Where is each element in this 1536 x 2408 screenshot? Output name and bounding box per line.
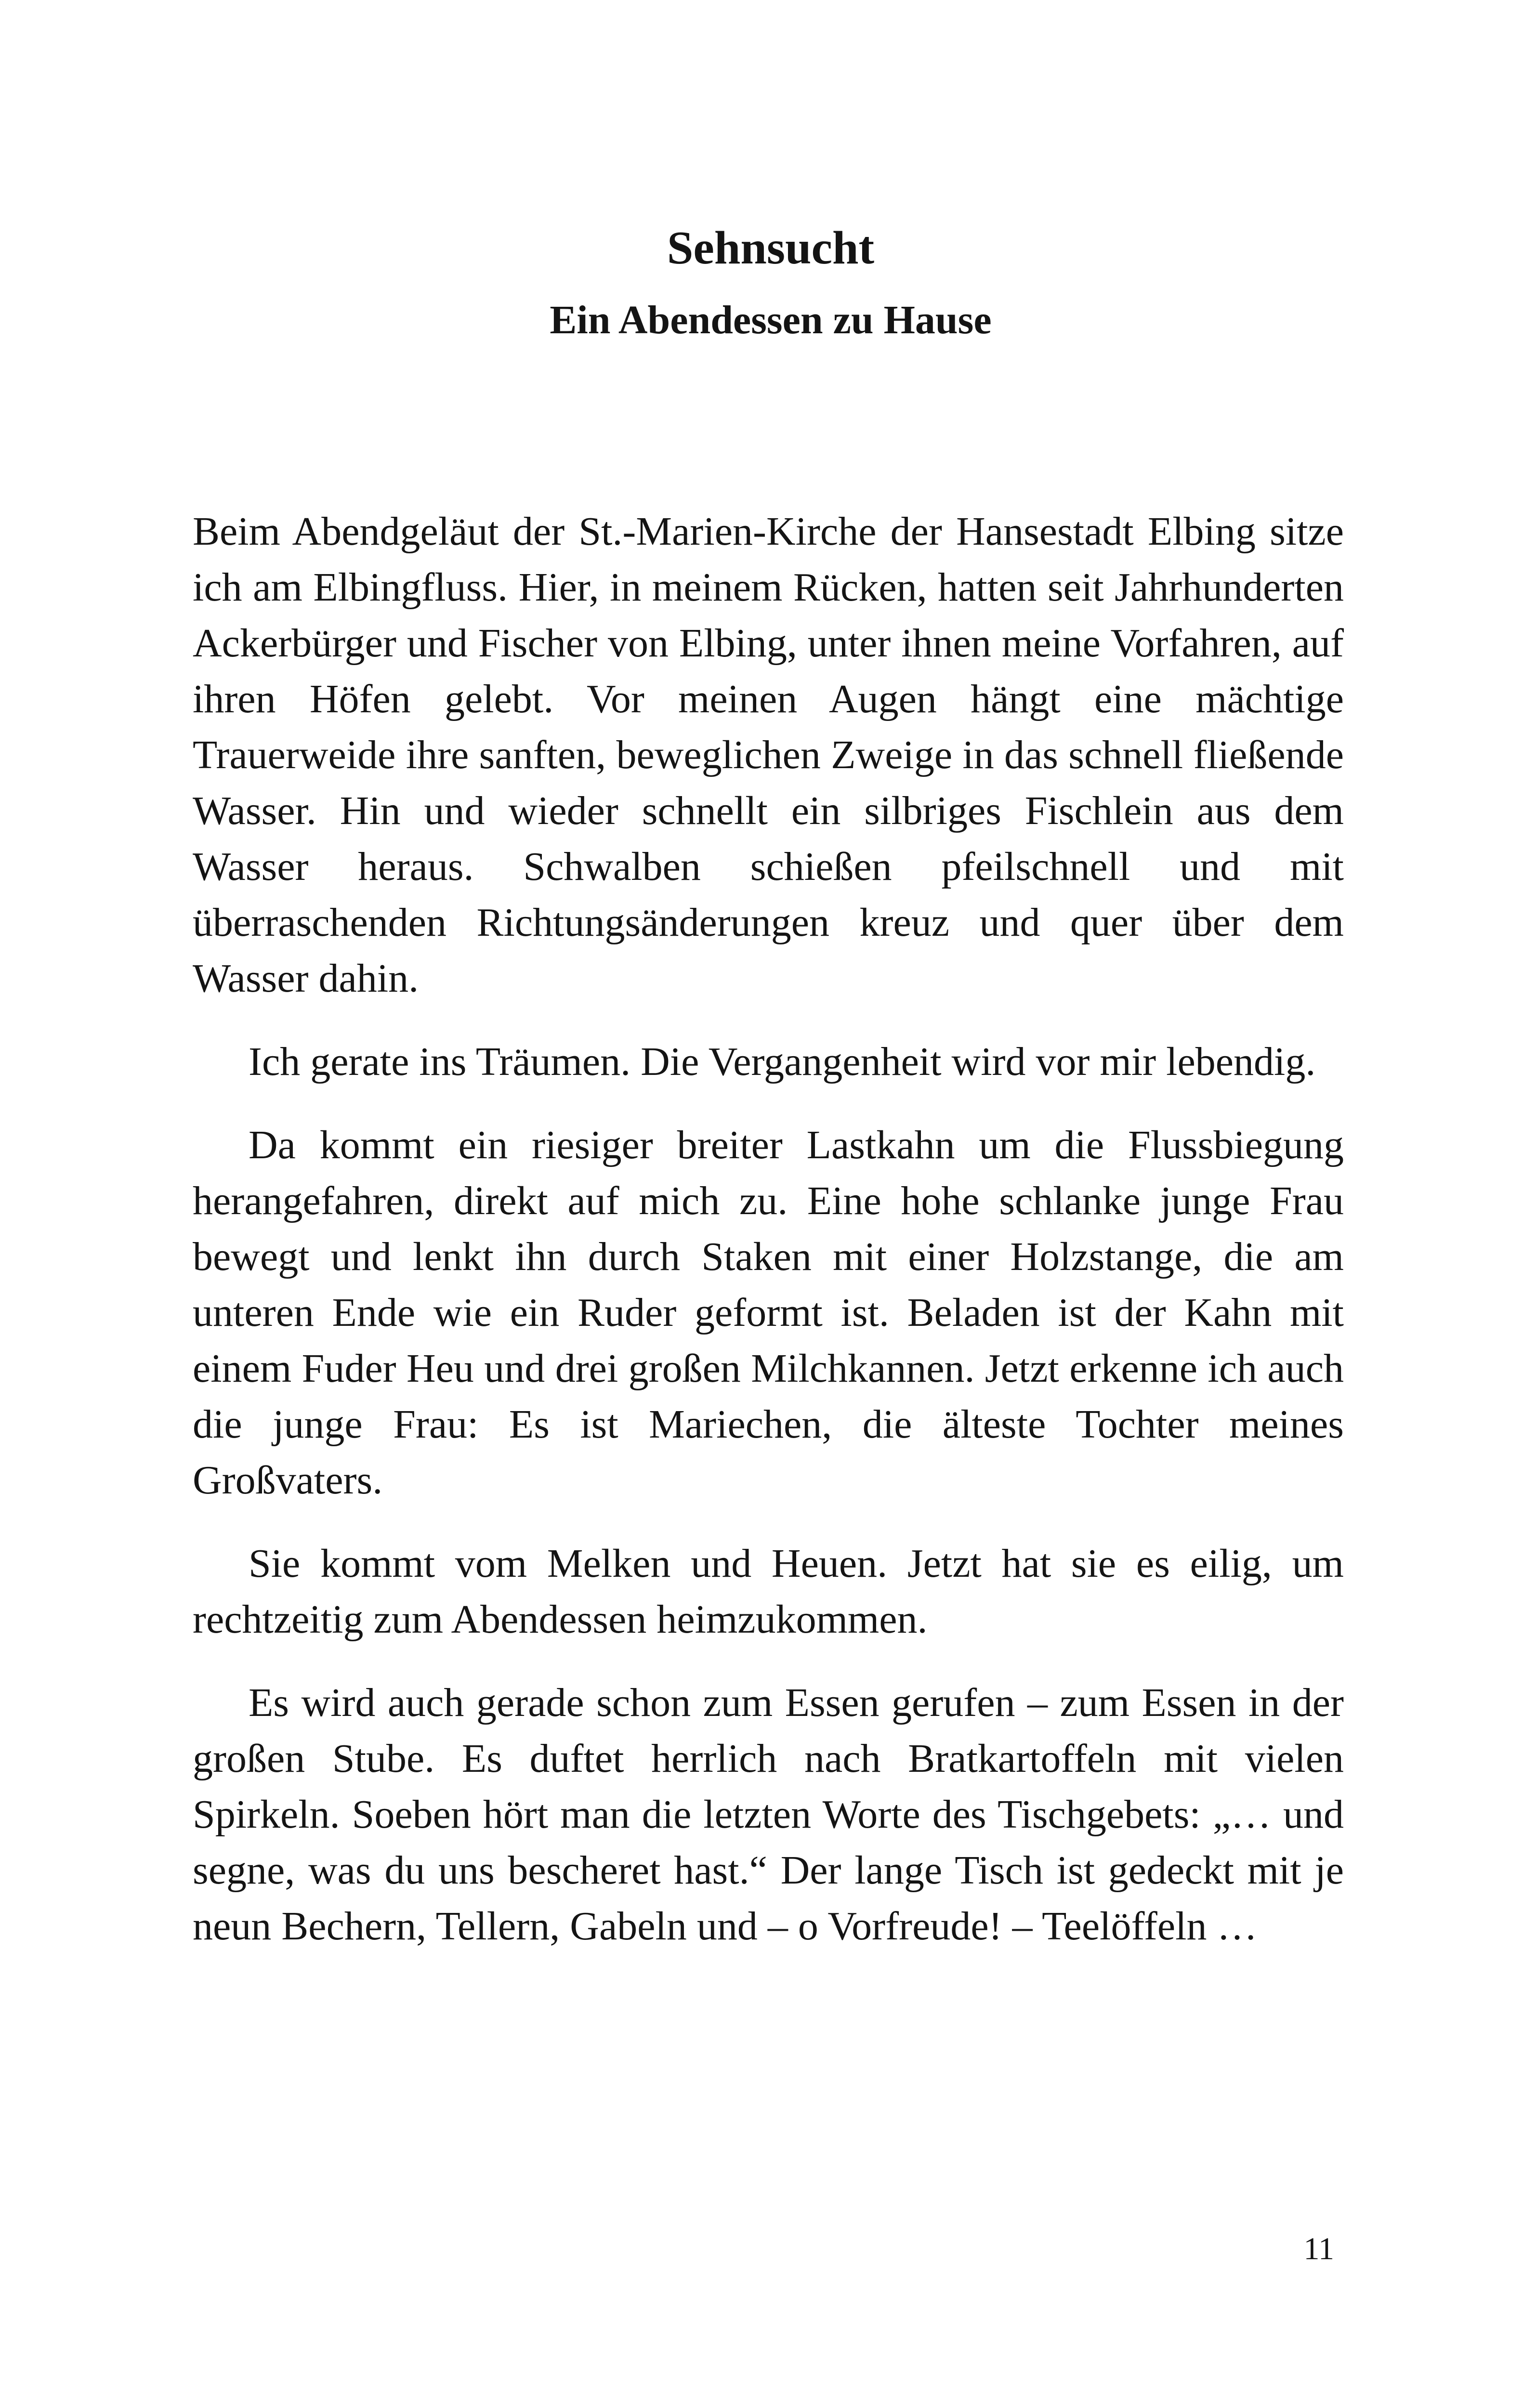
chapter-title: Sehnsucht (667, 222, 875, 274)
chapter-subtitle: Ein Abendessen zu Hause (550, 298, 992, 342)
paragraph: Beim Abendgeläut der St.-Marien-Kirche der Hansestadt Elbing sitze ich am Elbingfluss. Hier, in meinem Rücken, hatten seit Jahrhunderten Ackerbürger und Fischer von Elbing, unter ihnen meine Vorfahren, auf ihren Höfen gelebt. Vor meinen Augen hängt eine mächtige Trauerweide ihre sanften, beweglichen Zweige in das schnell fließende Wasser. Hin und wieder schnellt ein silbriges Fischlein aus dem Wasser heraus. Schwalben schießen pfeilschnell und mit überraschenden Richtungsänderungen kreuz und quer über dem Wasser dahin. (193, 509, 1344, 1001)
paragraph: Sie kommt vom Melken und Heuen. Jetzt hat sie es eilig, um rechtzeitig zum Abendessen heimzukommen. (193, 1541, 1344, 1642)
paragraph: Da kommt ein riesiger breiter Lastkahn um die Flussbiegung herangefahren, direkt auf mich zu. Eine hohe schlanke junge Frau bewegt und lenkt ihn durch Staken mit einer Holzstange, die am unteren Ende wie ein Ruder geformt ist. Beladen ist der Kahn mit einem Fuder Heu und drei großen Milchkannen. Jetzt erkenne ich auch die junge Frau: Es ist Mariechen, die älteste Tochter meines Großvaters. (193, 1123, 1344, 1503)
paragraph: Ich gerate ins Träumen. Die Vergangenheit wird vor mir lebendig. (249, 1039, 1316, 1084)
body-text (193, 504, 1344, 1954)
page-number: 11 (1303, 2231, 1334, 2266)
paragraph: Es wird auch gerade schon zum Essen gerufen – zum Essen in der großen Stube. Es duftet herrlich nach Bratkartoffeln mit vielen Spirkeln. Soeben hört man die letzten Worte des Tischgebets: „… und segne, was du uns bescheret hast.“ Der lange Tisch ist gedeckt mit je neun Bechern, Tellern, Gabeln und – o Vorfreude! – Teelöffeln … (193, 1680, 1344, 1949)
